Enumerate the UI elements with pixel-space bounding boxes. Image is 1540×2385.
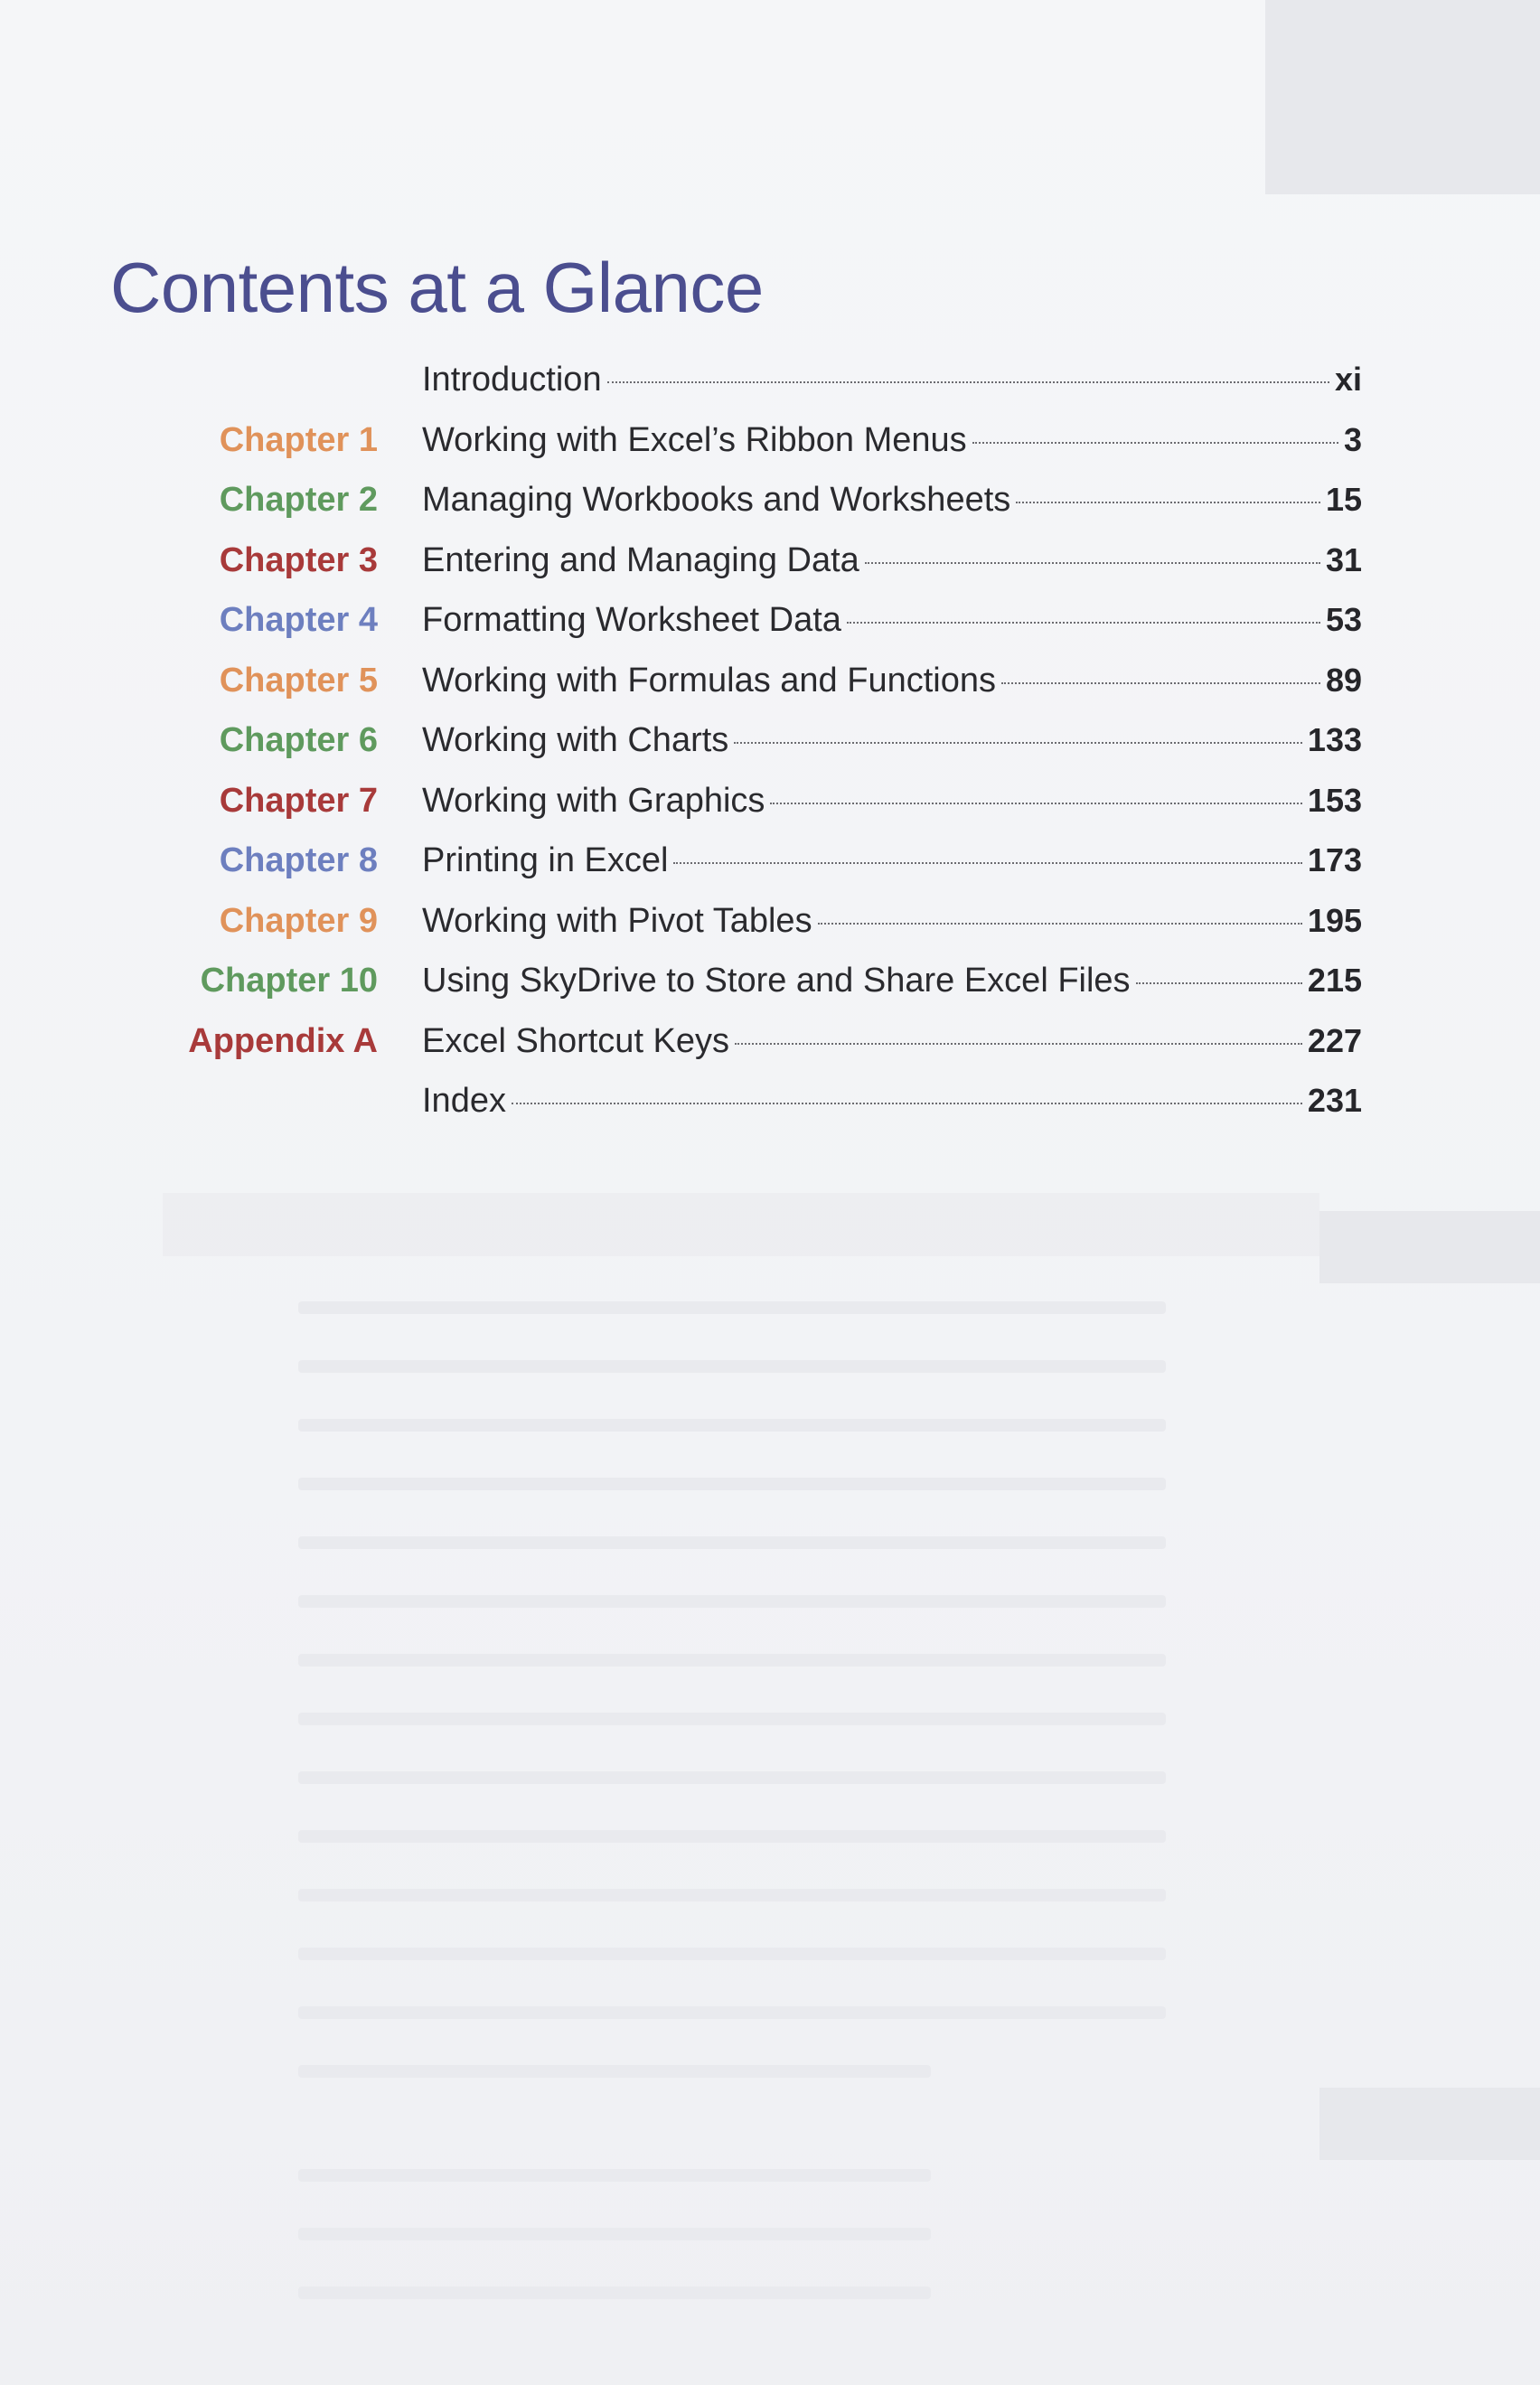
toc-row [0,953,1540,1008]
toc-entry [422,413,1362,467]
toc-entry-title: Introduction [422,361,602,399]
toc-page-number: 53 [1325,601,1362,638]
toc-chapter-label: Chapter 8 [219,841,378,879]
toc-row [0,1074,1540,1128]
toc-page-number: 15 [1325,481,1362,518]
toc-row [0,713,1540,767]
dot-leader [818,923,1302,925]
toc-row [0,1014,1540,1068]
toc-entry-title: Working with Charts [422,721,729,759]
dot-leader [607,381,1329,383]
toc-row [0,653,1540,708]
dot-leader [847,622,1320,624]
dot-leader [770,803,1301,804]
toc-chapter-label: Chapter 7 [219,782,378,820]
toc-entry-title: Printing in Excel [422,841,669,879]
dot-leader [1136,982,1302,984]
toc-entry [422,1074,1362,1128]
toc-chapter-label: Chapter 6 [219,721,378,759]
dot-leader [1016,502,1320,503]
toc-entry [422,473,1362,527]
toc-row [0,413,1540,467]
toc-entry-title: Managing Workbooks and Worksheets [422,481,1011,519]
toc-page-number: xi [1334,361,1362,398]
toc-row [0,774,1540,828]
toc-chapter-label: Chapter 3 [219,541,378,579]
toc-page-number: 195 [1307,902,1362,939]
toc-row [0,833,1540,887]
toc-entry [422,774,1362,828]
toc-entry-title: Excel Shortcut Keys [422,1022,730,1060]
toc-chapter-label: Appendix A [188,1022,378,1060]
dot-leader [972,442,1338,444]
toc-chapter-label: Chapter 10 [200,962,378,1000]
toc-entry-title: Working with Graphics [422,782,765,820]
dot-leader [512,1103,1302,1104]
toc-entry-title: Formatting Worksheet Data [422,601,841,639]
toc-entry [422,593,1362,647]
dot-leader [1001,682,1320,684]
toc-page-number: 31 [1325,541,1362,578]
toc-row [0,593,1540,647]
dot-leader [734,742,1302,744]
toc-entry [422,894,1362,948]
toc-entry-title: Index [422,1082,506,1120]
toc-page-number: 231 [1307,1082,1362,1119]
toc-page-number: 153 [1307,782,1362,819]
toc-row [0,352,1540,407]
toc-page-number: 3 [1343,421,1362,458]
toc-page-number: 89 [1325,662,1362,699]
toc-entry [422,653,1362,708]
toc-entry-title: Working with Pivot Tables [422,902,812,940]
toc-chapter-label: Chapter 9 [219,902,378,940]
toc-entry-title: Using SkyDrive to Store and Share Excel Files [422,962,1131,1000]
dot-leader [735,1043,1302,1045]
toc-row [0,894,1540,948]
toc-page-number: 215 [1307,962,1362,999]
toc-page-number: 227 [1307,1022,1362,1059]
dot-leader [673,862,1301,864]
page-title: Contents at a Glance [110,248,764,327]
toc-entry [422,1014,1362,1068]
toc-page-number: 173 [1307,841,1362,878]
toc-entry [422,352,1362,407]
toc-page-number: 133 [1307,721,1362,758]
toc-chapter-label: Chapter 4 [219,601,378,639]
dot-leader [865,562,1320,564]
toc-entry [422,953,1362,1008]
toc-chapter-label: Chapter 5 [219,662,378,700]
toc-entry-title: Entering and Managing Data [422,541,859,579]
toc-entry-title: Working with Formulas and Functions [422,662,996,700]
toc-row [0,473,1540,527]
toc-chapter-label: Chapter 1 [219,421,378,459]
toc-row [0,533,1540,587]
toc-chapter-label: Chapter 2 [219,481,378,519]
toc-entry-title: Working with Excel’s Ribbon Menus [422,421,967,459]
toc-entry [422,713,1362,767]
toc-entry [422,833,1362,887]
toc-entry [422,533,1362,587]
